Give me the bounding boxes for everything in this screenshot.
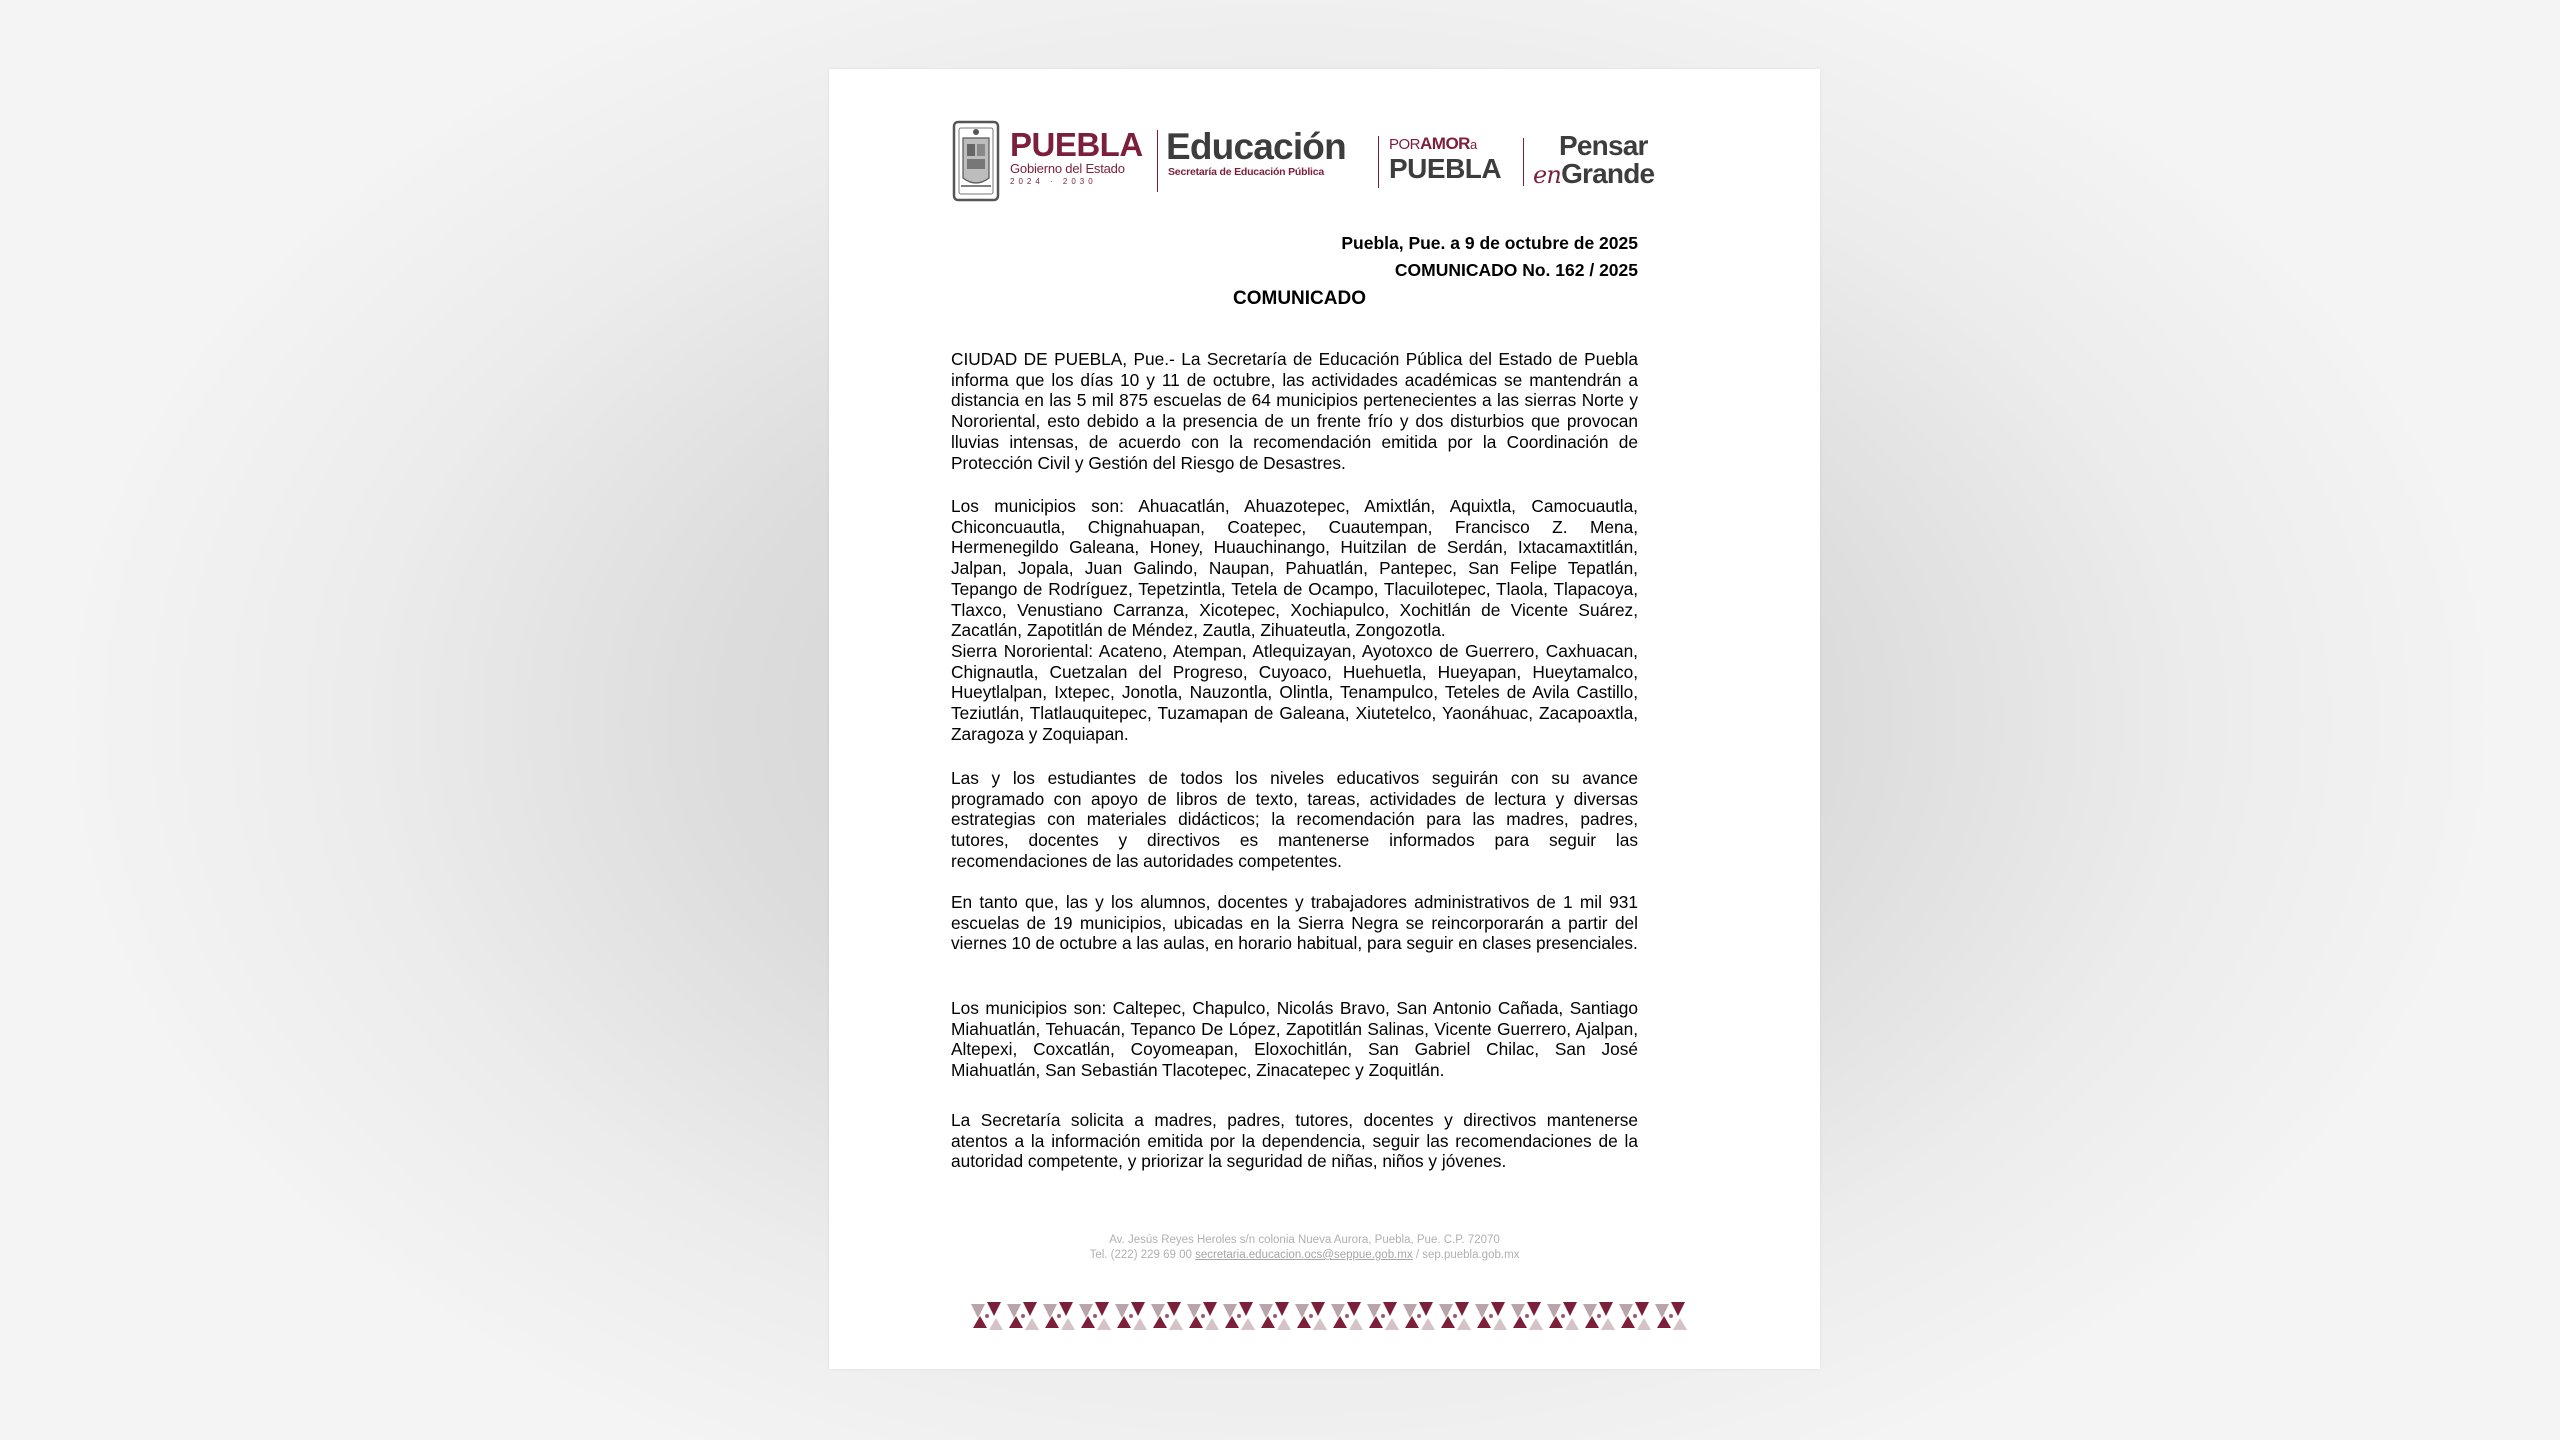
pensar-text: Pensar	[1559, 130, 1648, 161]
por-amor-a-puebla-logo	[1389, 134, 1519, 183]
logo-divider	[1157, 130, 1158, 192]
educacion-sub-text: Secretaría de Educación Pública	[1168, 166, 1325, 178]
document-number: COMUNICADO No. 162 / 2025	[1394, 260, 1638, 280]
paragraph-intro: CIUDAD DE PUEBLA, Pue.- La Secretaría de Educación Pública del Estado de Puebla informa que los días 10 y 11 de octubre, las actividades académicas se mantendrán a distancia en las 5 mil 875 escuelas de 64 municipios pertenecientes a las sierras Norte y Nororiental, esto debido a la presencia de un frente frío y dos disturbios que provocan lluvias intensas, de acuerdo con la recomendación emitida por la Coordinación de Protección Civil y Gestión del Riesgo de Desastres.	[951, 349, 1638, 473]
pensar-en-grande-logo	[1533, 132, 1693, 189]
footer-separator: /	[1412, 1249, 1423, 1261]
por-text: POR	[1389, 136, 1421, 153]
paragraph-sierra-nororiental: Sierra Nororiental: Acateno, Atempan, Atlequizayan, Ayotoxco de Guerrero, Caxhuacan, Chignautla, Cuetzalan del Progreso, Cuyoaco, Huehuetla, Hueyapan, Hueytamalco, Hueytlalpan, Ixtepec, Jonotla, Nauzontla, Olintla, Tenampulco, Teteles de Avila Castillo, Teziutlán, Tlatlauquitepec, Tuzamapan de Galeana, Xiutetelco, Yaonáhuac, Zacapoaxtla, Zaragoza y Zoquiapan.	[951, 641, 1638, 744]
grande-text: Grande	[1561, 158, 1655, 189]
years-logo-text: 2024 · 2030	[1010, 177, 1097, 186]
document-title: COMUNICADO	[1233, 288, 1366, 309]
footer-contact	[809, 1248, 1800, 1263]
footer-site: sep.puebla.gob.mx	[1422, 1249, 1520, 1261]
decorative-pattern-band	[969, 1298, 1691, 1334]
gobierno-logo-text: Gobierno del Estado	[1010, 161, 1125, 176]
paragraph-solicitud: La Secretaría solicita a madres, padres, tutores, docentes y directivos mantenerse atentos a la información emitida por la dependencia, seguir las recomendaciones de la autoridad competente, y priorizar la seguridad de niñas, niños y jóvenes.	[951, 1110, 1638, 1172]
amor-puebla-text: PUEBLA	[1389, 153, 1502, 184]
logo-divider	[1378, 136, 1379, 188]
paragraph-municipios-norte: Los municipios son: Ahuacatlán, Ahuazotepec, Amixtlán, Aquixtla, Camocuautla, Chiconcuautla, Chignahuapan, Coatepec, Cuautempan, Francisco Z. Mena, Hermenegildo Galeana, Honey, Huauchinango, Huitzilan de Serdán, Ixtacamaxtitlán, Jalpan, Jopala, Juan Galindo, Naupan, Pahuatlán, Pantepec, San Felipe Tepatlán, Tepango de Rodríguez, Tepetzintla, Tetela de Ocampo, Tlacuilotepec, Tlaola, Tlapacoya, Tlaxco, Venustiano Carranza, Xicotepec, Xochiapulco, Xochitlán de Vicente Suárez, Zacatlán, Zapotitlán de Méndez, Zautla, Zihuateutla, Zongozotla.	[951, 496, 1638, 641]
document-page	[829, 69, 1820, 1369]
header-logos	[951, 116, 1691, 208]
paragraph-sierra-negra: En tanto que, las y los alumnos, docentes y trabajadores administrativos de 1 mil 931 escuelas de 19 municipios, ubicadas en la Sierra Negra se reincorporarán a partir del viernes 10 de octubre a las aulas, en horario habitual, para seguir en clases presenciales.	[951, 892, 1638, 954]
puebla-gobierno-logo	[1010, 128, 1150, 187]
en-text: en	[1533, 161, 1562, 189]
paragraph-estudiantes: Las y los estudiantes de todos los niveles educativos seguirán con su avance programado con apoyo de libros de texto, tareas, actividades de lectura y diversas estrategias con materiales didácticos; la recomendación para las madres, padres, tutores, docentes y directivos es mantenerse informados para seguir las recomendaciones de las autoridades competentes.	[951, 768, 1638, 871]
footer-tel: Tel. (222) 229 69 00	[1089, 1249, 1192, 1261]
a-text: a	[1469, 137, 1477, 152]
logo-divider	[1523, 138, 1524, 186]
state-coat-of-arms-icon	[951, 116, 1001, 206]
document-date: Puebla, Pue. a 9 de octubre de 2025	[1341, 233, 1638, 253]
footer-address: Av. Jesús Reyes Heroles s/n colonia Nueva Aurora, Puebla, Pue. C.P. 72070	[1109, 1234, 1500, 1246]
footer-email-link[interactable]: secretaria.educacion.ocs@seppue.gob.mx	[1195, 1249, 1413, 1261]
paragraph-municipios-sierra-negra: Los municipios son: Caltepec, Chapulco, Nicolás Bravo, San Antonio Cañada, Santiago Miahuatlán, Tehuacán, Tepanco De López, Zapotitlán Salinas, Vicente Guerrero, Ajalpan, Altepexi, Coxcatlán, Coyomeapan, Eloxochitlán, San Gabriel Chilac, San José Miahuatlán, San Sebastián Tlacotepec, Zinacatepec y Zoquitlán.	[951, 998, 1638, 1081]
amor-text: AMOR	[1420, 134, 1470, 153]
educacion-logo	[1166, 128, 1366, 179]
educacion-logo-text: Educación	[1166, 126, 1346, 167]
puebla-logo-text: PUEBLA	[1010, 126, 1143, 163]
